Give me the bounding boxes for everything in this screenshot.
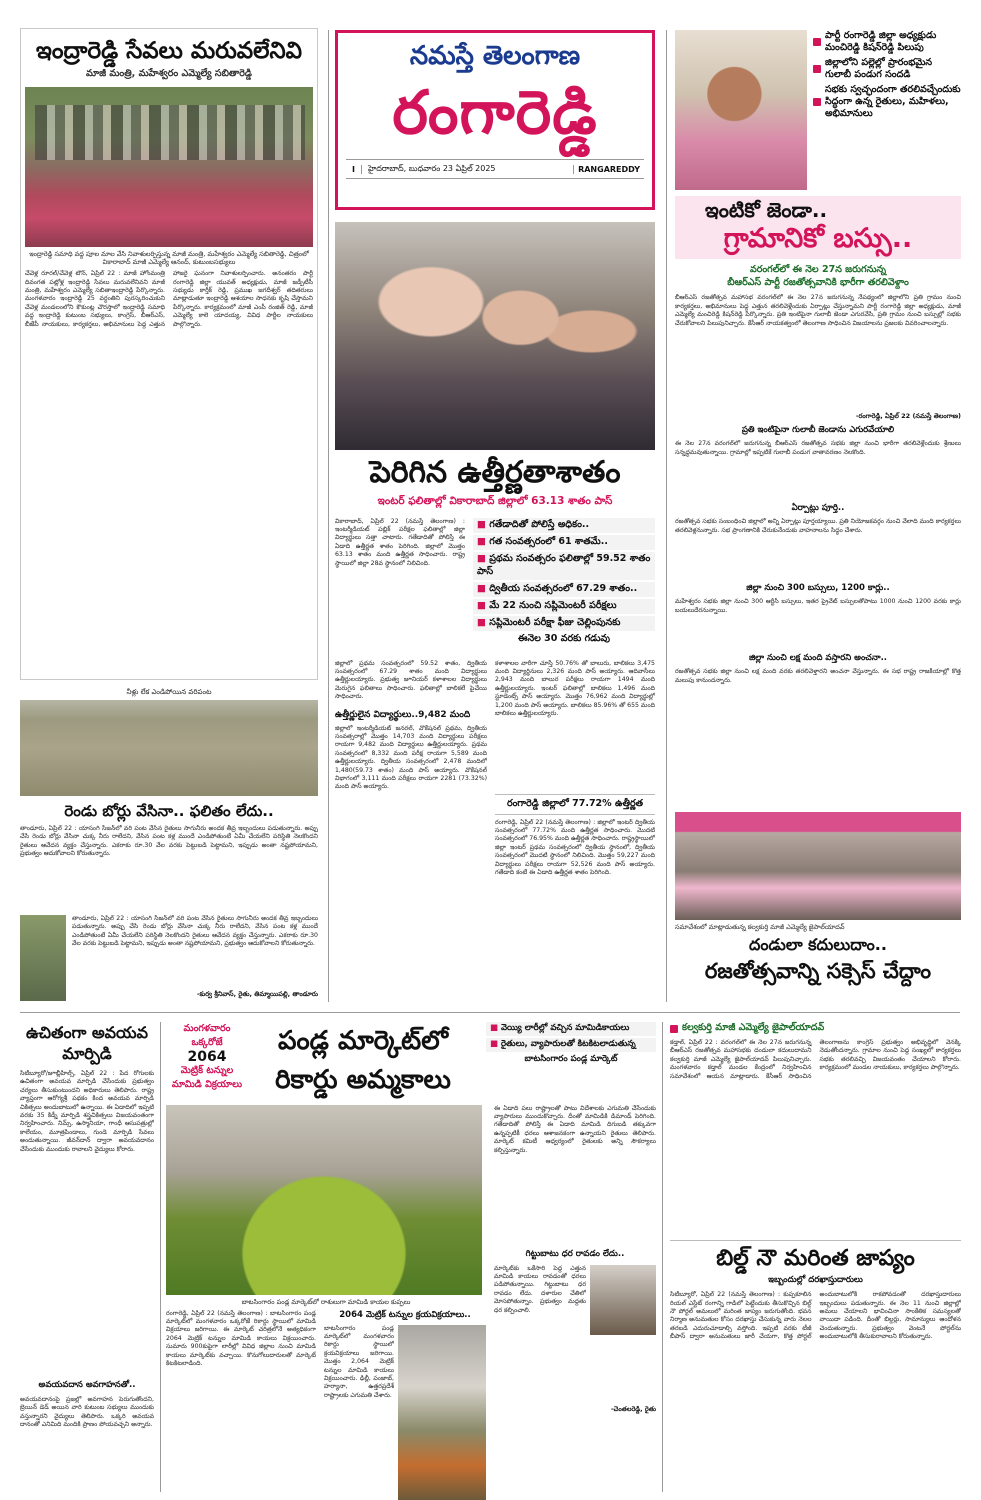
story-indra-headline: ఇంద్రారెడ్డి సేవలు మరువలేనివి (36, 38, 302, 64)
story-ktr-sub-2: ఏర్పాట్లు పూర్తి.. (791, 503, 845, 514)
story-rally-body: కడ్తాల్, ఏప్రిల్ 22 : వరంగల్‌లో ఈ నెల 27న జరుగనున్న బీఆర్ఎస్ రజతోత్సవ మహాసభకు దండులా కదులుదామని కల్వకుర్తి మాజీ ఎమ్మెల్యే జైపాల్‌యాదవ్ పిలుపునిచ్చారు. మంగళవారం కడ్తాల్ మండల కేంద్రంలో నిర్వహించిన సమావేశంలో ఆయన మాట్లాడారు. కేసీఆర్ సాధించిన తెలంగాణను కాంగ్రెస్ ప్రభుత్వం అభివృద్ధిలో వెనక్కి నెడుతోందన్నారు. గ్రామాల నుంచి పెద్ద సంఖ్యలో కార్యకర్తలు సభకు తరలివచ్చి విజయవంతం చేయాలని కోరారు. కార్యక్రమంలో మండల నాయకులు, కార్యకర్తలు పాల్గొన్నారు. (670, 1039, 961, 1080)
story-organ-sub: అవయవదాన అవగాహనతో.. (38, 1380, 136, 1390)
story-ktr-sub-3: జిల్లా నుంచి 300 బస్సులు, 1200 కార్లు.. (746, 583, 890, 594)
story-mango-truck-photo (398, 1325, 486, 1500)
masthead-brand: నమస్తే తెలంగాణ (409, 41, 581, 71)
story-mango-photo (166, 1105, 482, 1295)
story-ktr-headline-1: ఇంటికో జెండా.. (705, 198, 828, 222)
story-mango (166, 1022, 656, 1492)
story-indra (20, 28, 318, 680)
story-results-lede: వికారాబాద్, ఏప్రిల్ 22 (నమస్తే తెలంగాణ) : ఇంటర్మీడియట్ పబ్లిక్ పరీక్షల ఫలితాల్లో జిల్లా విద్యార్థులు సత్తా చాటారు. గతేడాదితో పోలిస్తే ఈ ఏడాది ఉత్తీర్ణత శాతం పెరిగింది. జిల్లాలో మొత్తం 63.13 శాతం మంది ఉత్తీర్ణత సాధించారు. రాష్ట్ర స్థాయిలో జిల్లా 28వ స్థానంలో నిలిచింది. (335, 517, 465, 567)
story-mango-tag-2: ఒక్కరోజే (191, 1037, 223, 1048)
story-ktr (675, 30, 961, 808)
story-mango-bullet-1: ■ రైతులు, వ్యాపారులతో కిటకిటలాడుతున్న (486, 1038, 656, 1052)
story-ktr-subhead-1: వరంగల్‌లో ఈ నెల 27న జరుగనున్న (749, 264, 887, 276)
story-ktr-bullet-2: సభకు స్వచ్ఛందంగా తరలివచ్చేందుకు సిద్ధంగా ఉన్న రైతులు, మహిళలు, అభిమానులు (813, 84, 961, 120)
story-mango-tag-3: 2064 (187, 1049, 227, 1065)
story-bores-headline: రెండు బోర్లు వేసినా.. ఫలితం లేదు.. (64, 802, 274, 820)
story-mango-sub-1: గిట్టుబాటు ధర రావడం లేదు.. (525, 1248, 625, 1259)
story-mango-body-2: బాటసింగారం పండ్ల మార్కెట్‌లో మంగళవారం రికార్డు స్థాయిలో క్రయవిక్రయాలు జరిగాయి. మొత్తం 2,064 మెట్రిక్ టన్నుల మామిడి కాయలు విక్రయించారు. ఢిల్లీ, పంజాబ్, హర్యానా, ఉత్తరప్రదేశ్ రాష్ట్రాలకు ఎగుమతి చేశారు. (324, 1324, 394, 1399)
story-ktr-sub-4: జిల్లా నుంచి లక్ష మంది వస్తారని అంచనా.. (748, 653, 888, 664)
story-rally-subhead: కల్వకుర్తి మాజీ ఎమ్మెల్యే జైపాల్‌యాదవ్ (670, 1022, 961, 1035)
story-results-subhead: ఇంటర్ ఫలితాల్లో వికారాబాద్ జిల్లాలో 63.13 శాతం పాస్ (377, 494, 613, 507)
story-mango-tag (166, 1022, 248, 1095)
story-rr-results-headline: రంగారెడ్డి జిల్లాలో 77.72% ఉత్తీర్ణత (506, 797, 644, 809)
story-ktr-body: బీఆర్ఎస్ రజతోత్సవ మహాసభ వరంగల్‌లో ఈ నెల 27న జరుగనున్న నేపథ్యంలో జిల్లాలోని ప్రతి గ్రామం నుంచి కార్యకర్తలు, అభిమానులు పెద్ద ఎత్తున తరలివెళ్లేందుకు ఏర్పాట్లు చేస్తున్నామని పార్టీ రంగారెడ్డి జిల్లా అధ్యక్షుడు, మాజీ ఎమ్మెల్యే మంచిరెడ్డి కిషన్‌రెడ్డి పేర్కొన్నారు. ప్రతి ఇంటిపైనా గులాబీ జెండా ఎగురవేసి, ప్రతి గ్రామం నుంచి బస్సుల్లో సభకు చేరుకోవాలని పిలుపునిచ్చారు. కేసీఆర్ నాయకత్వంలో తెలంగాణ సాధించిన విజయాలను ప్రజలకు వివరించాలన్నారు. (675, 294, 961, 327)
story-bores-body: తాండూరు, ఏప్రిల్ 22 : యాసంగి సీజన్‌లో వరి పంట వేసిన రైతులు సాగునీరు అందక తీవ్ర ఇబ్బందులు పడుతున్నారు. అప్పు చేసి రెండు బోర్లు వేసినా చుక్క నీరు రాలేదని, వేసిన పంట కళ్ల ముందే ఎండిపోతుంటే ఏమీ చేయలేని పరిస్థితి నెలకొందని రైతులు ఆవేదన వ్యక్తం చేస్తున్నారు. ఎకరాకు రూ.30 వేల వరకు పెట్టుబడి పెట్టామని, ఇప్పుడు అంతా నష్టపోయామని, ప్రభుత్వం ఆదుకోవాలని కోరుతున్నారు. (20, 824, 318, 857)
story-organ-body: సిటీబ్యూరో/జూబ్లీహిల్స్, ఏప్రిల్ 22 : పేద రోగులకు ఉచితంగా అవయవ మార్పిడి చేసేందుకు ప్రభుత్వం చర్యలు తీసుకుంటుందని అధికారులు తెలిపారు. రాష్ట్ర వ్యాప్తంగా ఆరోగ్యశ్రీ పథకం కింద అవయవ మార్పిడి చికిత్సలు అందుబాటులో ఉన్నాయి. ఈ ఏడాదిలో ఇప్పటి వరకు 35 కిడ్నీ మార్పిడి శస్త్రచికిత్సలు విజయవంతంగా నిర్వహించారు. నిమ్స్, ఉస్మానియా, గాంధీ ఆసుపత్రుల్లో కాలేయం, మూత్రపిండాలు, గుండె మార్పిడి సేవలు అందుతున్నాయి. జీవన్‌దాన్ ద్వారా అవయవదానం చేసేందుకు ముందుకు రావాలని వైద్యులు కోరారు. (20, 1070, 154, 1153)
story-mango-tag-4: మెట్రిక్ టన్నుల (180, 1065, 234, 1076)
story-rally-photo (675, 812, 961, 920)
story-mango-sub-2: 2064 మెట్రిక్ టన్నుల క్రయవిక్రయాలు.. (339, 1309, 471, 1320)
story-mango-bullets (478, 1022, 656, 1095)
story-ktr-body-4: మహేశ్వరం సభకు జిల్లా నుంచి 300 ఆర్టీసీ బస్సులు, ఇతర ప్రైవేట్ బస్సులతోపాటు 1000 నుంచి 1200 వరకు కార్లు బయలుదేరనున్నాయి. (675, 598, 961, 614)
story-organ-body-2: అవయవదానంపై ప్రజల్లో అవగాహన పెరుగుతోందని, బ్రెయిన్ డెడ్ అయిన వారి కుటుంబ సభ్యులు ముందుకు వస్తున్నారని వైద్యులు తెలిపారు. ఒక్కరి అవయవ దానంతో ఎనిమిది మందికి ప్రాణం పోయవచ్చని అన్నారు. (20, 1396, 154, 1429)
story-results-bullets (465, 518, 655, 654)
story-ktr-body-5: రజతోత్సవ సభకు జిల్లా నుంచి లక్ష మంది వరకు తరలివెళ్తారని అంచనా వేస్తున్నారు. ఈ సభ రాష్ట్ర రాజకీయాల్లో కొత్త మలుపు కానుందన్నారు. (675, 668, 961, 684)
masthead-edition: రంగారెడ్డి (392, 78, 598, 148)
story-mango-body: రంగారెడ్డి, ఏప్రిల్ 22 (నమస్తే తెలంగాణ) : బాటసింగారం పండ్ల మార్కెట్‌లో మంగళవారం ఒక్కరోజే రికార్డు స్థాయిలో మామిడి విక్రయాలు జరిగాయి. ఈ మార్కెట్ చరిత్రలోనే అత్యధికంగా 2064 మెట్రిక్ టన్నుల మామిడి కాయలు విక్రయించారు. సుమారు 900కుపైగా లారీల్లో వివిధ జిల్లాల నుంచి మామిడి కాయలు మార్కెట్‌కు వచ్చాయి. కొనుగోలుదారులతో మార్కెట్ కిటకిటలాడింది. (166, 1309, 316, 1368)
story-indra-photo (25, 87, 313, 247)
story-mango-body-quote: మార్కెట్‌కు ఒకేసారి పెద్ద ఎత్తున మామిడి కాయలు రావడంతో ధరలు పడిపోతున్నాయి. గిట్టుబాటు ధర రావడం లేదు. దళారుల చేతిలో మోసపోతున్నాం. ప్రభుత్వం మద్దతు ధర కల్పించాలి. (494, 1264, 586, 1314)
story-indra-subhead: మాజీ మంత్రి, మహేశ్వరం ఎమ్మెల్యే సబితారెడ్డి (86, 68, 252, 80)
story-results-body-2: జిల్లాలో ఇంటర్మీడియట్ జనరల్, వొకేషనల్ ప్రథమ, ద్వితీయ సంవత్సరాల్లో మొత్తం 14,703 మంది విద్యార్థులు పరీక్షలు రాయగా 9,482 మంది విద్యార్థులు ఉత్తీర్ణులయ్యారు. ప్రథమ సంవత్సరంలో 8,332 మంది పరీక్ష రాయగా 5,589 మంది ఉత్తీర్ణులయ్యారు. ద్వితీయ సంవత్సరంలో 2,478 మందిలో 1,480(59.73 శాతం) మంది పాస్ అయ్యారు. వొకేషనల్ విభాగంలో 3,111 మంది పరీక్షలు రాయగా 2281 (73.32%) మంది పాస్ అయ్యారు. (335, 724, 487, 791)
story-mango-farmer-photo (590, 1265, 656, 1335)
story-results-bullet-0: ■ గతేడాదితో పోలిస్తే అధికం.. (473, 518, 655, 533)
story-results-bullet-3: ■ ద్వితీయ సంవత్సరంలో 67.29 శాతం.. (473, 582, 655, 597)
story-rally (675, 812, 961, 1008)
story-ktr-body-2: ఈ నెల 27న వరంగల్‌లో జరుగనున్న బీఆర్ఎస్ రజతోత్సవ సభకు జిల్లా నుంచి భారీగా తరలివెళ్లేందుకు శ్రేణులు సన్నద్ధమవుతున్నాయి. గ్రామాల్లో ఇప్పటికే గులాబీ పండుగ వాతావరణం నెలకొంది. (675, 440, 961, 456)
story-mango-photo-caption: బాటసింగారం పండ్ల మార్కెట్‌లో రాశులుగా మామిడి కాయల కుప్పలు (241, 1297, 411, 1306)
story-ktr-bullet-0: పార్టీ రంగారెడ్డి జిల్లా అధ్యక్షుడు మంచిరెడ్డి కిషన్‌రెడ్డి పిలుపు (813, 30, 961, 54)
story-ktr-bullets (807, 30, 961, 196)
story-results-sub-1: ఉత్తీర్ణులైన విద్యార్థులు..9,482 మంది (335, 709, 471, 720)
story-ktr-sub-1: ప్రతి ఇంటిపైనా గులాబీ జెండాను ఎగురవేయాలి (741, 425, 895, 436)
story-rally-headline-1: దండులా కదులుదాం.. (749, 935, 887, 954)
story-build (670, 1240, 961, 1492)
story-ktr-photo (675, 30, 807, 190)
story-results-photo (335, 222, 655, 450)
story-mango-body-right: ఈ ఏడాది పలు రాష్ట్రాలతో పాటు విదేశాలకు ఎగుమతి చేసేందుకు వ్యాపారులు ముందుకొచ్చారు. దీంతో మామిడికి డిమాండ్ పెరిగింది. గతేడాదితో పోలిస్తే ఈ ఏడాది మామిడి దిగుబడి తక్కువగా ఉన్నప్పటికీ ధరలు ఆశాజనకంగా ఉన్నాయని రైతులు తెలిపారు. మార్కెట్ కమిటీ ఆధ్వర్యంలో రైతులకు అన్ని సౌకర్యాలు కల్పిస్తున్నారు. (494, 1104, 656, 1154)
story-results-body-3: కళాశాలల వారీగా చూస్తే 50.76% తో బాలురు, బాలికలు 3,475 మంది విద్యార్థినులు 2,326 మంది పాస్ అయ్యారు. ఆదివాసీలు 2,943 మంది బాలుర పరీక్షలు రాయగా 1494 మంది ఉత్తీర్ణులయ్యారు. ఇంటర్ ఫలితాల్లో బాలికలు 1,496 మంది స్టూడెంట్స్ పాస్ అయ్యారు. మొత్తం 76,962 మంది విద్యార్థుల్లో 1,200 మంది పాస్ అయ్యారు. బాలికలు 85.96% తో 655 మంది బాలికలు ఉత్తీర్ణులయ్యారు. (495, 659, 655, 717)
story-results-bullet-5: ■ సప్లిమెంటరీ పరీక్షా ఫీజు చెల్లింపునకు (473, 616, 655, 631)
story-results-bullet-2: ■ ప్రథమ సంవత్సరం ఫలితాల్లో 59.52 శాతం పాస్ (473, 552, 655, 580)
story-results (335, 455, 655, 1010)
story-mango-quote-by: -చెంతలరెడ్డి, రైతు (610, 1404, 656, 1413)
story-organ-headline: ఉచితంగా అవయవ మార్పిడి (25, 1023, 149, 1063)
story-results-body-1: జిల్లాలో ప్రథమ సంవత్సరంలో 59.52 శాతం, ద్వితీయ సంవత్సరంలో 67.29 శాతం మంది విద్యార్థులు ఉత్తీర్ణులయ్యారు. ప్రభుత్వ జూనియర్ కళాశాలల విద్యార్థులు మెరుగైన ఫలితాలు సాధించారు. ఫలితాల్లో బాలికలే పైచేయి సాధించారు. (335, 659, 487, 701)
masthead-dateline: హైదరాబాద్, బుధవారం 23 ఏప్రిల్ 2025 (367, 163, 496, 173)
story-results-bullet-4: ■ మే 22 నుంచి సప్లిమెంటరీ పరీక్షలు (473, 599, 655, 614)
story-rally-caption: సమావేశంలో మాట్లాడుతున్న కల్వకుర్తి మాజీ ఎమ్మెల్యే జైపాల్‌యాదవ్ (675, 923, 845, 931)
story-mango-bullet-tail: బాటసింగారం పండ్ల మార్కెట్ (524, 1054, 618, 1064)
story-rr-results-body: రంగారెడ్డి, ఏప్రిల్ 22 (నమస్తే తెలంగాణ) : జిల్లాలో ఇంటర్ ద్వితీయ సంవత్సరంలో 77.72% మంది ఉత్తీర్ణత సాధించారు. మొదటి సంవత్సరంలో 76.95% మంది ఉత్తీర్ణత సాధించారు. రాష్ట్రస్థాయిలో జిల్లా ఇంటర్ ప్రథమ సంవత్సరంలో ద్వితీయ స్థానంలో, ద్వితీయ సంవత్సరంలో మొదటి స్థానంలో నిలిచింది. మొత్తం 59,227 మంది విద్యార్థులు పరీక్షలు రాయగా 52,526 మంది పాస్ అయ్యారు. గతేడాది కంటే ఈ ఏడాది ఉత్తీర్ణత శాతం పెరిగింది. (495, 818, 655, 876)
masthead (335, 30, 655, 210)
story-indra-caption: ఇంద్రారెడ్డి సమాధి వద్ద పూల మాల వేసి నివాళులర్పిస్తున్న మాజీ మంత్రి, మహేశ్వరం ఎమ్మెల్యే సబితారెడ్డి, చిత్రంలో వికారాబాద్ మాజీ ఎమ్మెల్యే ఆనంద్, కుటుంబసభ్యులు (29, 250, 309, 267)
masthead-edition-en: RANGAREDDY (573, 165, 644, 174)
story-results-headline: పెరిగిన ఉత్తీర్ణతాశాతం (369, 455, 621, 490)
story-bores-photo (20, 700, 318, 796)
story-rally-headline-2: రజతోత్సవాన్ని సక్సెస్ చేద్దాం (704, 958, 932, 983)
story-ktr-dateline-credit: -రంగారెడ్డి, ఏప్రిల్ 22 (నమస్తే తెలంగాణ) (855, 412, 961, 421)
story-mango-bullet-0: ■ వెయ్యి లారీల్లో వచ్చిన మామిడికాయలు (486, 1022, 656, 1036)
story-mango-headline-2: రికార్డు అమ్మకాలు (275, 1065, 451, 1096)
story-rally-cont (670, 1022, 961, 1234)
story-mango-tag-5: మామిడి విక్రయాలు (171, 1079, 243, 1090)
story-bores-photo-label: నీళ్లు లేక ఎండిపోయిన వరిపంట (126, 688, 212, 696)
story-ktr-bullet-1: జిల్లాలోని పల్లెల్లో ప్రారంభమైన గులాబీ పండుగ సందడి (813, 57, 961, 81)
story-organ (20, 1022, 154, 1490)
story-mango-headline-1: పండ్ల మార్కెట్‌లో (277, 1026, 449, 1056)
story-build-body: సిటీబ్యూరో, ఏప్రిల్ 22 (నమస్తే తెలంగాణ) : కుప్పకూలిన రియల్ ఎస్టేట్ రంగాన్ని గాడిలో పెట్టేందుకు తీసుకొచ్చిన బిల్డ్ నౌ పోర్టల్ అమలులో మరింత జాప్యం జరుగుతోంది. భవన నిర్మాణ అనుమతుల కోసం దరఖాస్తు చేసుకున్న వారు నెలల తరబడి ఎదురుచూడాల్సి వస్తోంది. ఇప్పటి వరకు టీజీ బీపాస్ ద్వారా అనుమతులు జారీ చేయగా, కొత్త పోర్టల్ అందుబాటులోకి రాకపోవడంతో దరఖాస్తుదారులు ఇబ్బందులు పడుతున్నారు. ఈ నెల 11 నుంచి జిల్లాల్లో అమలు చేయాలని భావించినా సాంకేతిక సమస్యలతో వాయిదా పడింది. దీంతో బిల్డర్లు, సామాన్యులు ఆందోళన చెందుతున్నారు. ప్రభుత్వం వెంటనే పోర్టల్‌ను అందుబాటులోకి తీసుకురావాలని కోరుతున్నారు. (670, 1291, 961, 1341)
story-bores (20, 688, 318, 1006)
story-bores-body-2: తాండూరు, ఏప్రిల్ 22 : యాసంగి సీజన్‌లో వరి పంట వేసిన రైతులు సాగునీరు అందక తీవ్ర ఇబ్బందులు పడుతున్నారు. అప్పు చేసి రెండు బోర్లు వేసినా చుక్క నీరు రాలేదని, వేసిన పంట కళ్ల ముందే ఎండిపోతుంటే ఏమీ చేయలేని పరిస్థితి నెలకొందని రైతులు ఆవేదన వ్యక్తం చేస్తున్నారు. ఎకరాకు రూ.30 వేల వరకు పెట్టుబడి పెట్టామని, ఇప్పుడు అంతా నష్టపోయామని, ప్రభుత్వం ఆదుకోవాలని కోరుతున్నారు. (72, 914, 318, 947)
story-build-subhead: ఇబ్బందుల్లో దరఖాస్తుదారులు (768, 1275, 863, 1286)
story-ktr-subhead-2: బీఆర్ఎస్ పార్టీ రజతోత్సవానికి భారీగా తరలివెళ్దాం (727, 277, 909, 289)
story-bores-farmer-photo (20, 915, 66, 1001)
story-mango-tag-1: మంగళవారం (183, 1023, 231, 1034)
story-ktr-body-3: రజతోత్సవ సభకు సంబంధించి జిల్లాలో అన్ని ఏర్పాట్లు పూర్తయ్యాయి. ప్రతి నియోజకవర్గం నుంచి వేలాది మంది కార్యకర్తలు తరలివెళ్లనున్నారు. సభ ప్రాంగణానికి చేరుకునేందుకు వాహనాలను సిద్ధం చేశారు. (675, 518, 961, 534)
story-results-bullet-1: ■ గత సంవత్సరంలో 61 శాతమే.. (473, 535, 655, 550)
masthead-edition-num: I (346, 165, 362, 174)
story-indra-body: చేవెళ్ల రూరల్/చేవెళ్ల టౌన్, ఏప్రిల్ 22 : మాజీ హోంమంత్రి దివంగత పట్లోళ్ల ఇంద్రారెడ్డి సేవలు మరువలేనివని మాజీ మంత్రి, మహేశ్వరం ఎమ్మెల్యే సబితాఇంద్రారెడ్డి పేర్కొన్నారు. మంగళవారం ఇంద్రారెడ్డి 25 వర్ధంతిని పురస్కరించుకుని చేవెళ్ల మండలంలోని కౌకుంట్ల చౌరస్తాలో ఇంద్రారెడ్డి సమాధి వద్ద ఇంద్రారెడ్డి కుటుంబ సభ్యులు, కాంగ్రెస్, బీఆర్ఎస్, బీజేపీ నాయకులు, కార్యకర్తలు, అభిమానులు పెద్ద ఎత్తున హాజరై ఘనంగా నివాళులర్పించారు. అనంతరం పార్టీ రంగారెడ్డి జిల్లా యువత్ అధ్యక్షుడు, మాజీ జడ్పీటీసీ సభ్యుడు కార్తీక్ రెడ్డి, ప్రముఖ జగదీశ్వర్ తదితరులు మాట్లాడుతూ ఇంద్రారెడ్డి ఆశయాల సాధనకు కృషి చేస్తామని పేర్కొన్నారు. కార్యక్రమంలో మాజీ ఎంపీ రంజిత్ రెడ్డి, మాజీ ఎమ్మెల్యే కాలె యాదయ్య, వివిధ పార్టీల నాయకులు పాల్గొన్నారు. (25, 270, 313, 328)
story-bores-quote-by: -కుర్వ శ్రీనివాస్, రైతు, తిమ్మాయిపల్లి, తాండూరు (196, 989, 318, 998)
story-ktr-headline-2: గ్రామానికో బస్సు.. (723, 223, 913, 254)
story-build-headline: బిల్డ్ నౌ మరింత జాప్యం (716, 1246, 915, 1271)
story-results-bullet-tail: ఈనెల 30 వరకు గడువు (518, 632, 610, 644)
